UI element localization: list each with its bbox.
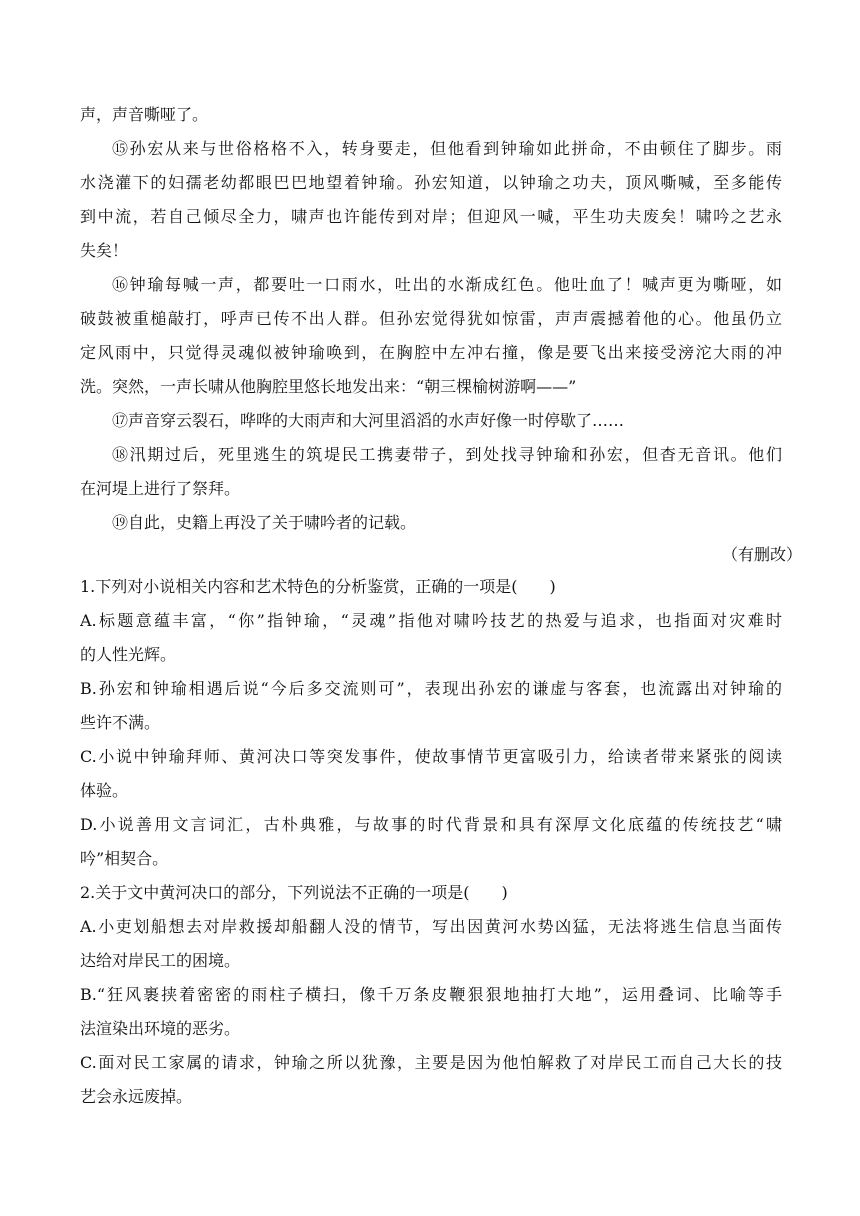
paragraph-15-line: ⑮孙宏从来与世俗格格不入，转身要走，但他看到钟瑜如此拼命，不由顿住了脚步。雨: [112, 139, 782, 158]
paragraph-15-line: 水浇灌下的妇孺老幼都眼巴巴地望着钟瑜。孙宏知道，以钟瑜之功夫，顶风嘶喊，至多能传: [80, 173, 782, 192]
question-2-option-c: 艺会永远废掉。: [80, 1087, 193, 1106]
question-2-option-a: 达给对岸民工的困境。: [80, 951, 241, 970]
paragraph-19-line: ⑲自此，史籍上再没了关于啸吟者的记载。: [112, 513, 417, 532]
paragraph-18-line: ⑱汛期过后，死里逃生的筑堤民工携妻带子，到处找寻钟瑜和孙宏，但杳无音讯。他们: [112, 445, 782, 464]
text-line: 声，声音嘶哑了。: [80, 105, 209, 124]
question-1-option-c: C.小说中钟瑜拜师、黄河决口等突发事件，使故事情节更富吸引力，给读者带来紧张的阅读: [80, 747, 782, 766]
question-2-option-c: C.面对民工家属的请求，钟瑜之所以犹豫，主要是因为他怕解救了对岸民工而自己大长的技: [80, 1053, 782, 1072]
paragraph-16-line: 洗。突然，一声长啸从他胸腔里悠长地发出来：“朝三棵榆树游啊——”: [80, 377, 577, 396]
question-1-stem: 1.下列对小说相关内容和艺术特色的分析鉴赏，正确的一项是( ): [80, 577, 556, 596]
question-1-option-c: 体验。: [80, 781, 129, 800]
paragraph-16-line: 破鼓被重槌敲打，呼声已传不出人群。但孙宏觉得犹如惊雷，声声震撼着他的心。他虽仍立: [80, 309, 782, 328]
question-2-option-a: A.小吏划船想去对岸救援却船翻人没的情节，写出因黄河水势凶猛，无法将逃生信息当面传: [80, 917, 782, 936]
paragraph-16-line: ⑯钟瑜每喊一声，都要吐一口雨水，吐出的水渐成红色。他吐血了！喊声更为嘶哑，如: [112, 275, 782, 294]
question-1-option-b: B.孙宏和钟瑜相遇后说“今后多交流则可”，表现出孙宏的谦虚与客套，也流露出对钟瑜的: [80, 679, 782, 698]
question-2-option-b: 法渲染出环境的恶劣。: [80, 1019, 241, 1038]
paragraph-18-line: 在河堤上进行了祭拜。: [80, 479, 241, 498]
paragraph-15-line: 失矣！: [80, 241, 129, 260]
question-2-option-b: B.“狂风裹挟着密密的雨柱子横扫，像千万条皮鞭狠狠地抽打大地”，运用叠词、比喻等手: [80, 985, 782, 1004]
question-1-option-a: A.标题意蕴丰富，“你”指钟瑜，“灵魂”指他对啸吟技艺的热爱与追求，也指面对灾难时: [80, 611, 782, 630]
source-note: （有删改）: [721, 545, 802, 564]
question-1-option-d: 吟”相契合。: [80, 849, 169, 868]
paragraph-17-line: ⑰声音穿云裂石，哗哗的大雨声和大河里滔滔的水声好像一时停歇了……: [112, 411, 625, 430]
question-2-stem: 2.关于文中黄河决口的部分，下列说法不正确的一项是( ): [80, 883, 508, 902]
question-1-option-d: D.小说善用文言词汇，古朴典雅，与故事的时代背景和具有深厚文化底蕴的传统技艺“啸: [80, 815, 782, 834]
paragraph-15-line: 到中流，若自己倾尽全力，啸声也许能传到对岸；但迎风一喊，平生功夫废矣！啸吟之艺永: [80, 207, 782, 226]
question-1-option-b: 些许不满。: [80, 713, 161, 732]
question-1-option-a: 的人性光辉。: [80, 645, 177, 664]
paragraph-16-line: 定风雨中，只觉得灵魂似被钟瑜唤到，在胸腔中左冲右撞，像是要飞出来接受滂沱大雨的冲: [80, 343, 782, 362]
